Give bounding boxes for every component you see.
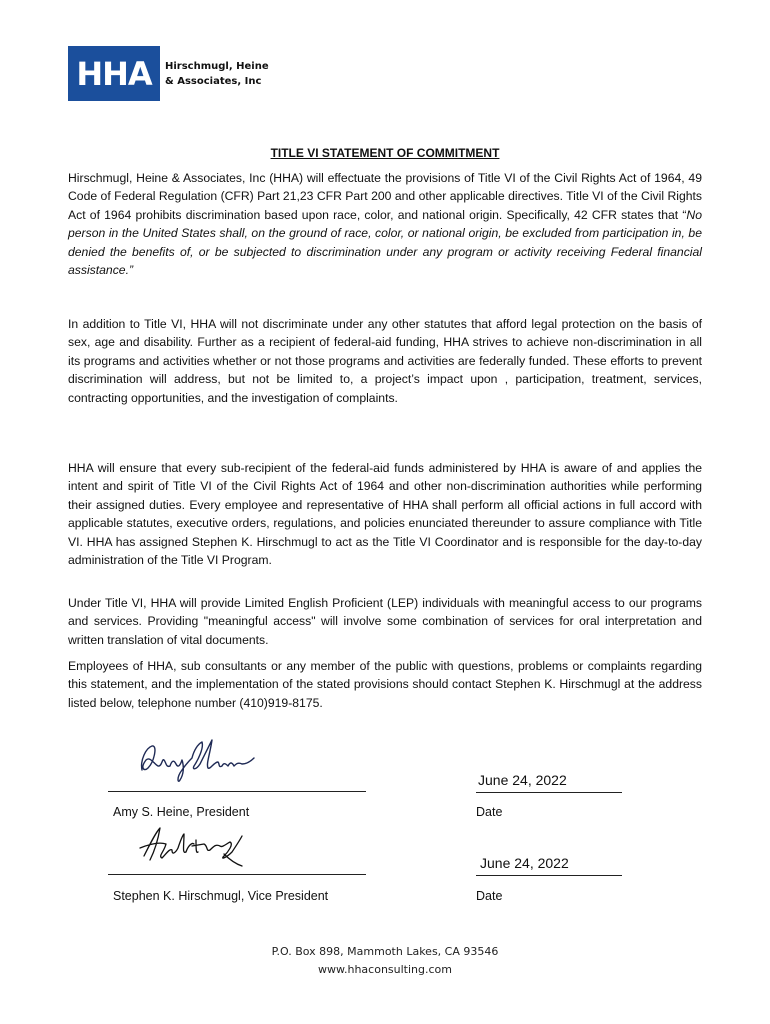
signer-1-name: Amy S. Heine, President	[113, 805, 250, 819]
signature-1-date: June 24, 2022	[478, 772, 567, 788]
company-logo	[68, 46, 269, 101]
logo-mark: HHA	[68, 46, 160, 101]
logo-company-name	[165, 59, 269, 89]
footer-address: P.O. Box 898, Mammoth Lakes, CA 93546	[271, 945, 499, 958]
date-label-2: Date	[476, 889, 503, 903]
footer-website[interactable]: www.hhaconsulting.com	[318, 963, 452, 976]
signature-stephen-hirschmugl	[136, 822, 248, 872]
paragraph-3: HHA will ensure that every sub-recipient of the federal-aid funds administered by HHA is aware of and applies the intent and spirit of Title VI of the Civil Rights Act of 1964 and other non-discrimination authorities while performing their assigned duties. Every employee and representative of HHA shall perform all official actions in full accord with applicable statutes, executive orders, regulations, and policies enunciated thereunder to assure compliance with Title VI. HHA has assigned Stephen K. Hirschmugl to act as the Title VI Coordinator and is responsible for the day-to-day administration of the Title VI Program.	[68, 461, 702, 568]
document-title: TITLE VI STATEMENT OF COMMITMENT	[270, 146, 500, 160]
logo-name-line2: & Associates, Inc	[165, 75, 262, 87]
date-line-2	[476, 875, 622, 876]
paragraph-1-quote: No person in the United States shall, on the ground of race, color, or national origin, be excluded from participation in, be denied the benefits of, or be subjected to discrimination under any program or activity receiving Federal financial assistance.”	[68, 207, 702, 278]
signature-line-1	[108, 791, 366, 792]
paragraph-2: In addition to Title VI, HHA will not discriminate under any other statutes that afford legal protection on the basis of sex, age and disability. Further as a recipient of federal-aid funding, HHA strives to achieve non-discrimination in all its programs and activities whether or not those programs and activities are federally funded. These efforts to prevent discrimination will address, but not be limited to, a project’s impact upon , participation, treatment, services, contracting opportunities, and the investigation of complaints.	[68, 317, 702, 405]
signature-line-2	[108, 874, 366, 875]
signature-amy-heine	[132, 730, 262, 788]
footer	[0, 943, 770, 979]
logo-name-line1: Hirschmugl, Heine	[165, 60, 269, 72]
paragraph-1-text: Hirschmugl, Heine & Associates, Inc (HHA) will effectuate the provisions of Title VI of the Civil Rights Act of 1964, 49 Code of Federal Regulation (CFR) Part 21,23 CFR Part 200 and other applicable directives. Title VI of the Civil Rights Act of 1964 prohibits discrimination based upon race, color, and national origin. Specifically, 42 CFR states that “	[68, 171, 702, 222]
signature-2-date: June 24, 2022	[480, 855, 569, 871]
signer-2-name: Stephen K. Hirschmugl, Vice President	[113, 889, 329, 903]
paragraph-4: Under Title VI, HHA will provide Limited English Proficient (LEP) individuals with meaningful access to our programs and services. Providing "meaningful access" will involve some combination of services for oral interpretation and written translation of vital documents.	[68, 596, 702, 647]
paragraph-1	[68, 169, 702, 279]
paragraph-5: Employees of HHA, sub consultants or any member of the public with questions, problems or complaints regarding this statement, and the implementation of the stated provisions should contact Stephen K. Hirschmugl at the address listed below, telephone number (410)919-8175.	[68, 659, 702, 710]
date-label-1: Date	[476, 805, 503, 819]
date-line-1	[476, 792, 622, 793]
